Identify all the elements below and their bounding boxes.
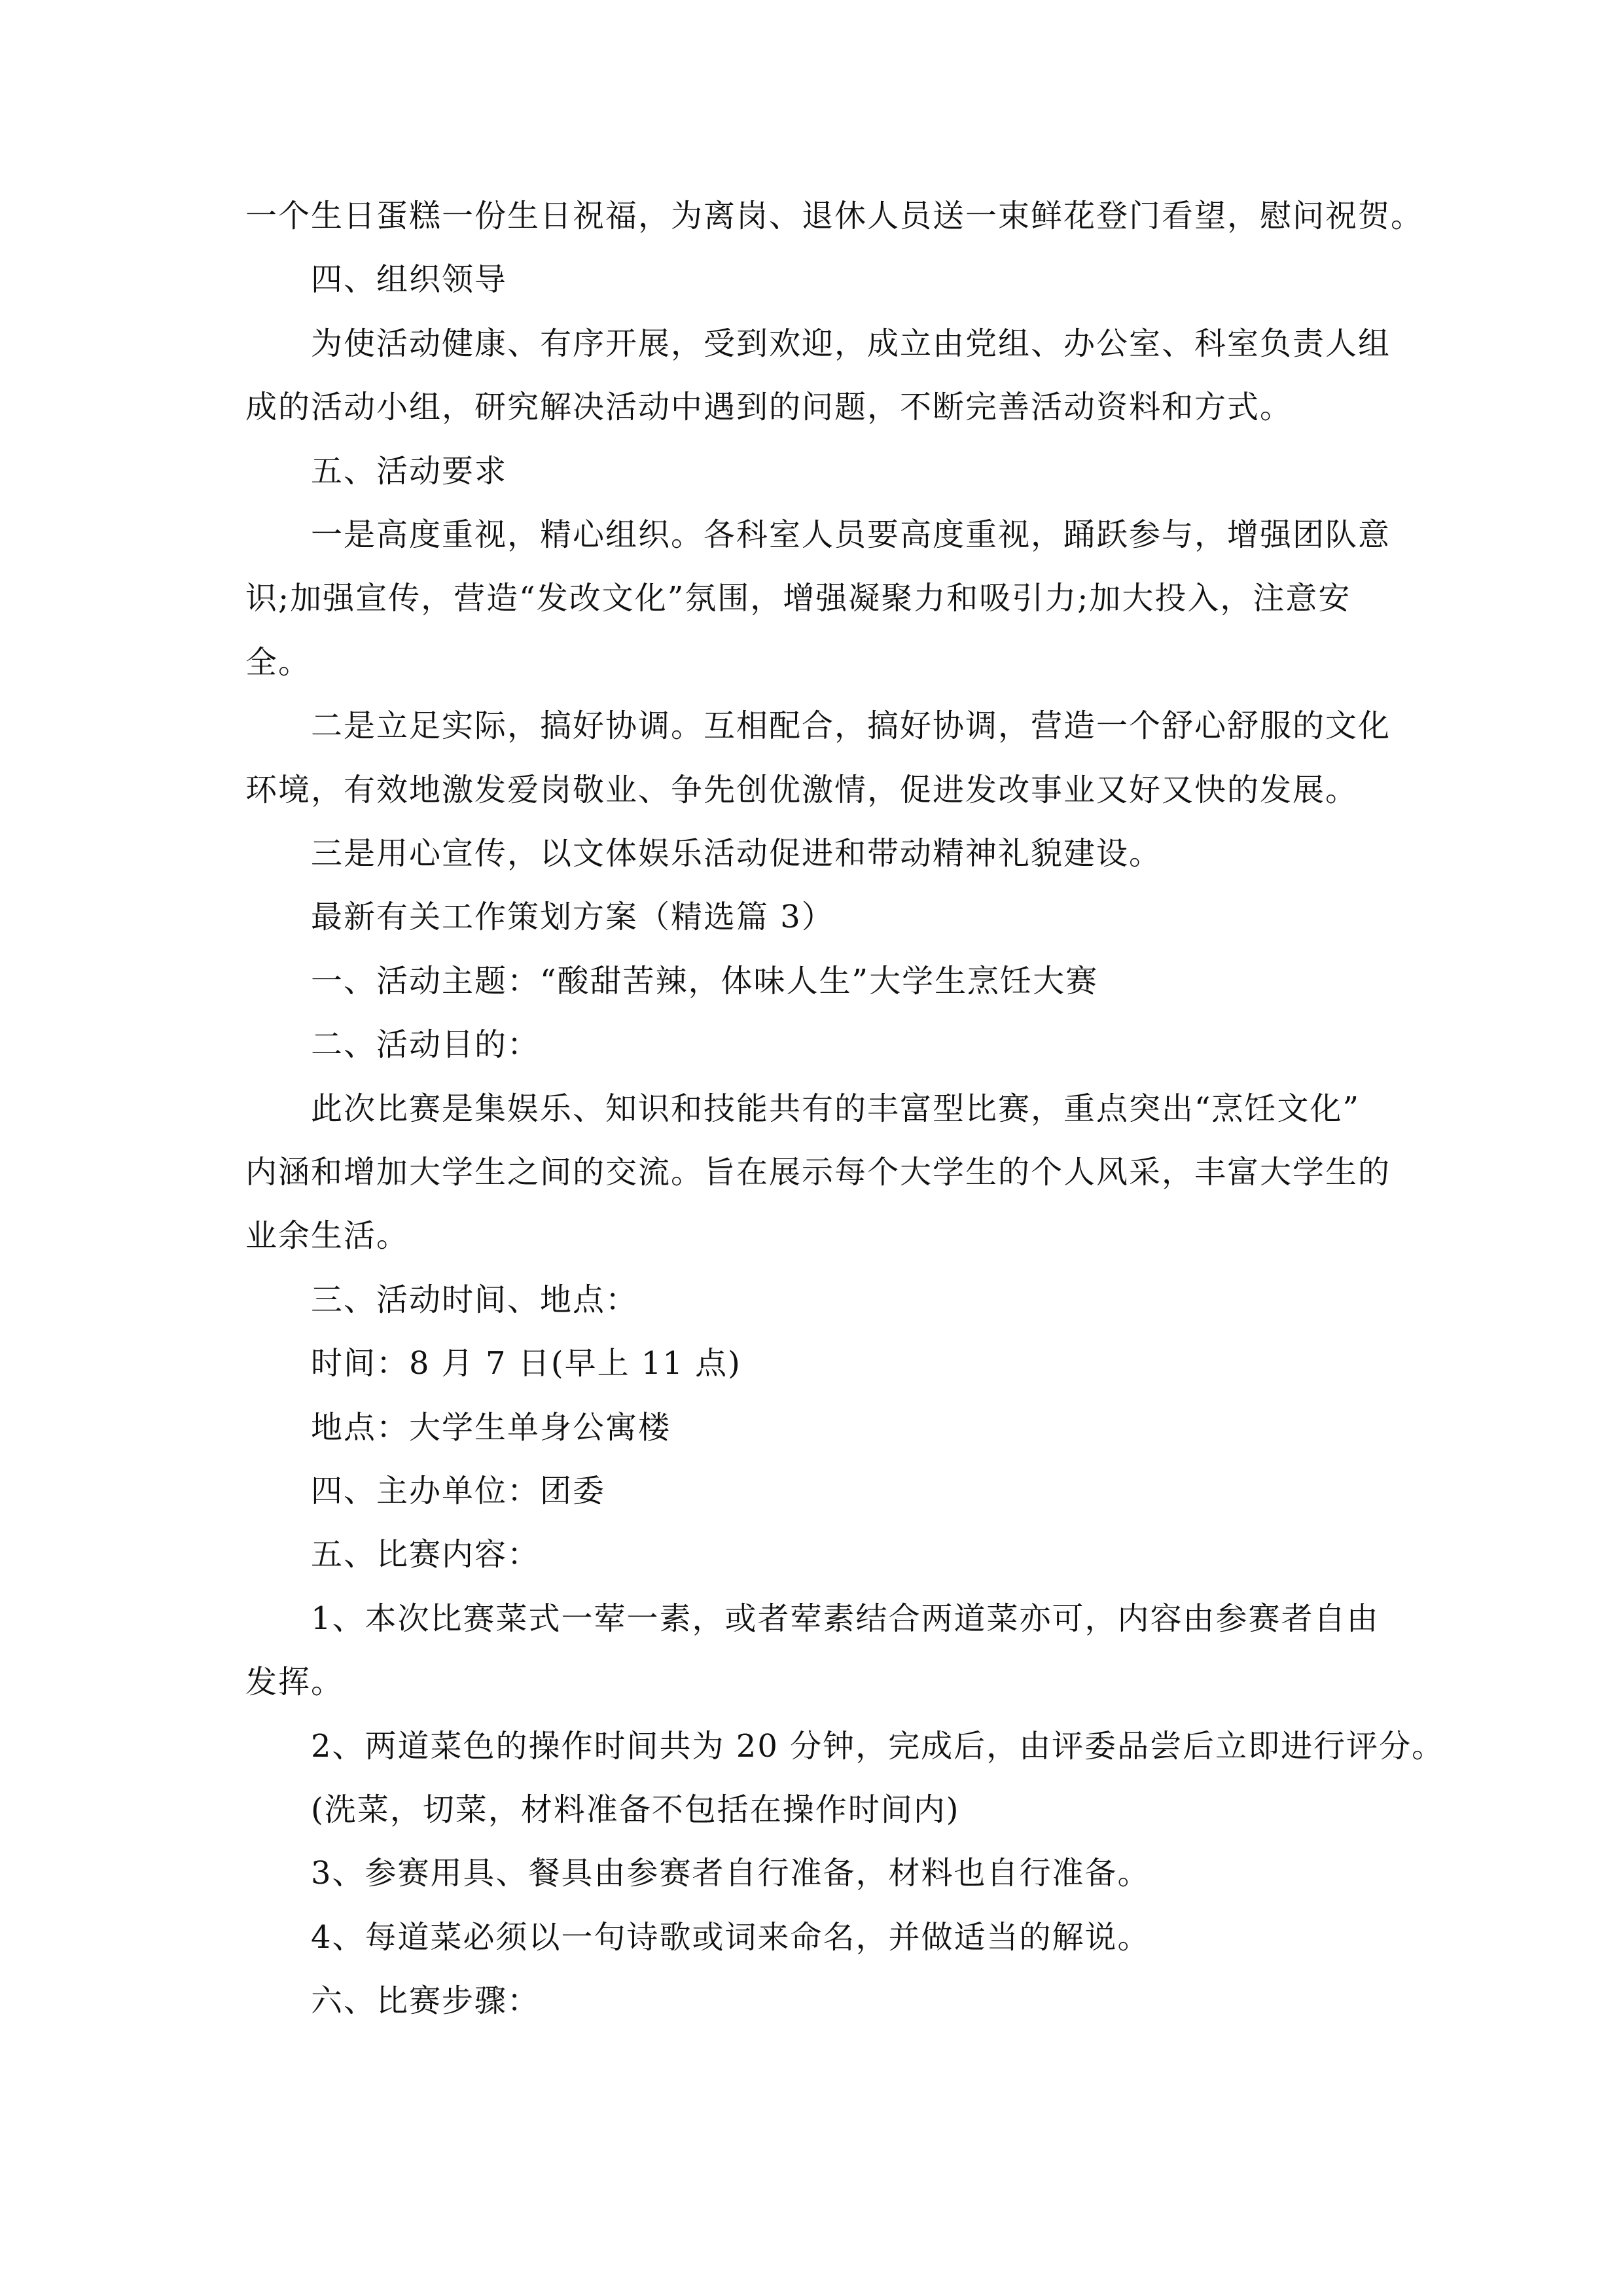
text-line: 2、两道菜色的操作时间共为 20 分钟，完成后，由评委品尝后立即进行评分。: [311, 1728, 1445, 1765]
text-line: 4、每道菜必须以一句诗歌或词来命名，并做适当的解说。: [311, 1919, 1150, 1956]
text-line: 一个生日蛋糕一份生日祝福，为离岗、退休人员送一束鲜花登门看望，慰问祝贺。: [245, 198, 1424, 234]
text-line: 识;加强宣传，营造“发改文化”氛围，增强凝聚力和吸引力;加大投入，注意安: [245, 580, 1351, 617]
text-line: 三是用心宣传，以文体娱乐活动促进和带动精神礼貌建设。: [311, 835, 1162, 872]
text-line: 全。: [245, 644, 312, 681]
text-line: 业余生活。: [245, 1217, 410, 1254]
text-line: 此次比赛是集娱乐、知识和技能共有的丰富型比赛，重点突出“烹饪文化”: [311, 1090, 1361, 1127]
section-heading: 四、主办单位：团委: [311, 1473, 606, 1509]
section-heading: 六、比赛步骤：: [311, 1982, 541, 2019]
section-heading: 三、活动时间、地点：: [311, 1282, 639, 1318]
section-heading: 五、活动要求: [311, 453, 508, 490]
text-line: 环境，有效地激发爱岗敬业、争先创优激情，促进发改事业又好又快的发展。: [245, 772, 1359, 808]
section-heading: 二、活动目的：: [311, 1026, 541, 1063]
section-heading: 四、组织领导: [311, 261, 508, 298]
article-title: 最新有关工作策划方案（精选篇 3）: [311, 899, 834, 935]
text-line: 二是立足实际，搞好协调。互相配合，搞好协调，营造一个舒心舒服的文化: [311, 708, 1391, 744]
text-line: 发挥。: [245, 1664, 344, 1700]
section-heading: 五、比赛内容：: [311, 1536, 541, 1573]
text-line: 一是高度重视，精心组织。各科室人员要高度重视，踊跃参与，增强团队意: [311, 516, 1391, 553]
text-line: 为使活动健康、有序开展，受到欢迎，成立由党组、办公室、科室负责人组: [311, 325, 1391, 362]
text-line: 1、本次比赛菜式一荤一素，或者荤素结合两道菜亦可，内容由参赛者自由: [311, 1600, 1380, 1637]
text-line: 内涵和增加大学生之间的交流。旨在展示每个大学生的个人风采，丰富大学生的: [245, 1154, 1391, 1191]
text-line: 时间：8 月 7 日(早上 11 点): [311, 1345, 741, 1382]
text-line: 成的活动小组，研究解决活动中遇到的问题，不断完善活动资料和方式。: [245, 389, 1293, 425]
text-line: (洗菜，切菜，材料准备不包括在操作时间内): [311, 1791, 960, 1828]
text-line: 3、参赛用具、餐具由参赛者自行准备，材料也自行准备。: [311, 1855, 1150, 1892]
text-line: 地点：大学生单身公寓楼: [311, 1409, 671, 1446]
section-heading: 一、活动主题：“酸甜苦辣，体味人生”大学生烹饪大赛: [311, 963, 1099, 999]
